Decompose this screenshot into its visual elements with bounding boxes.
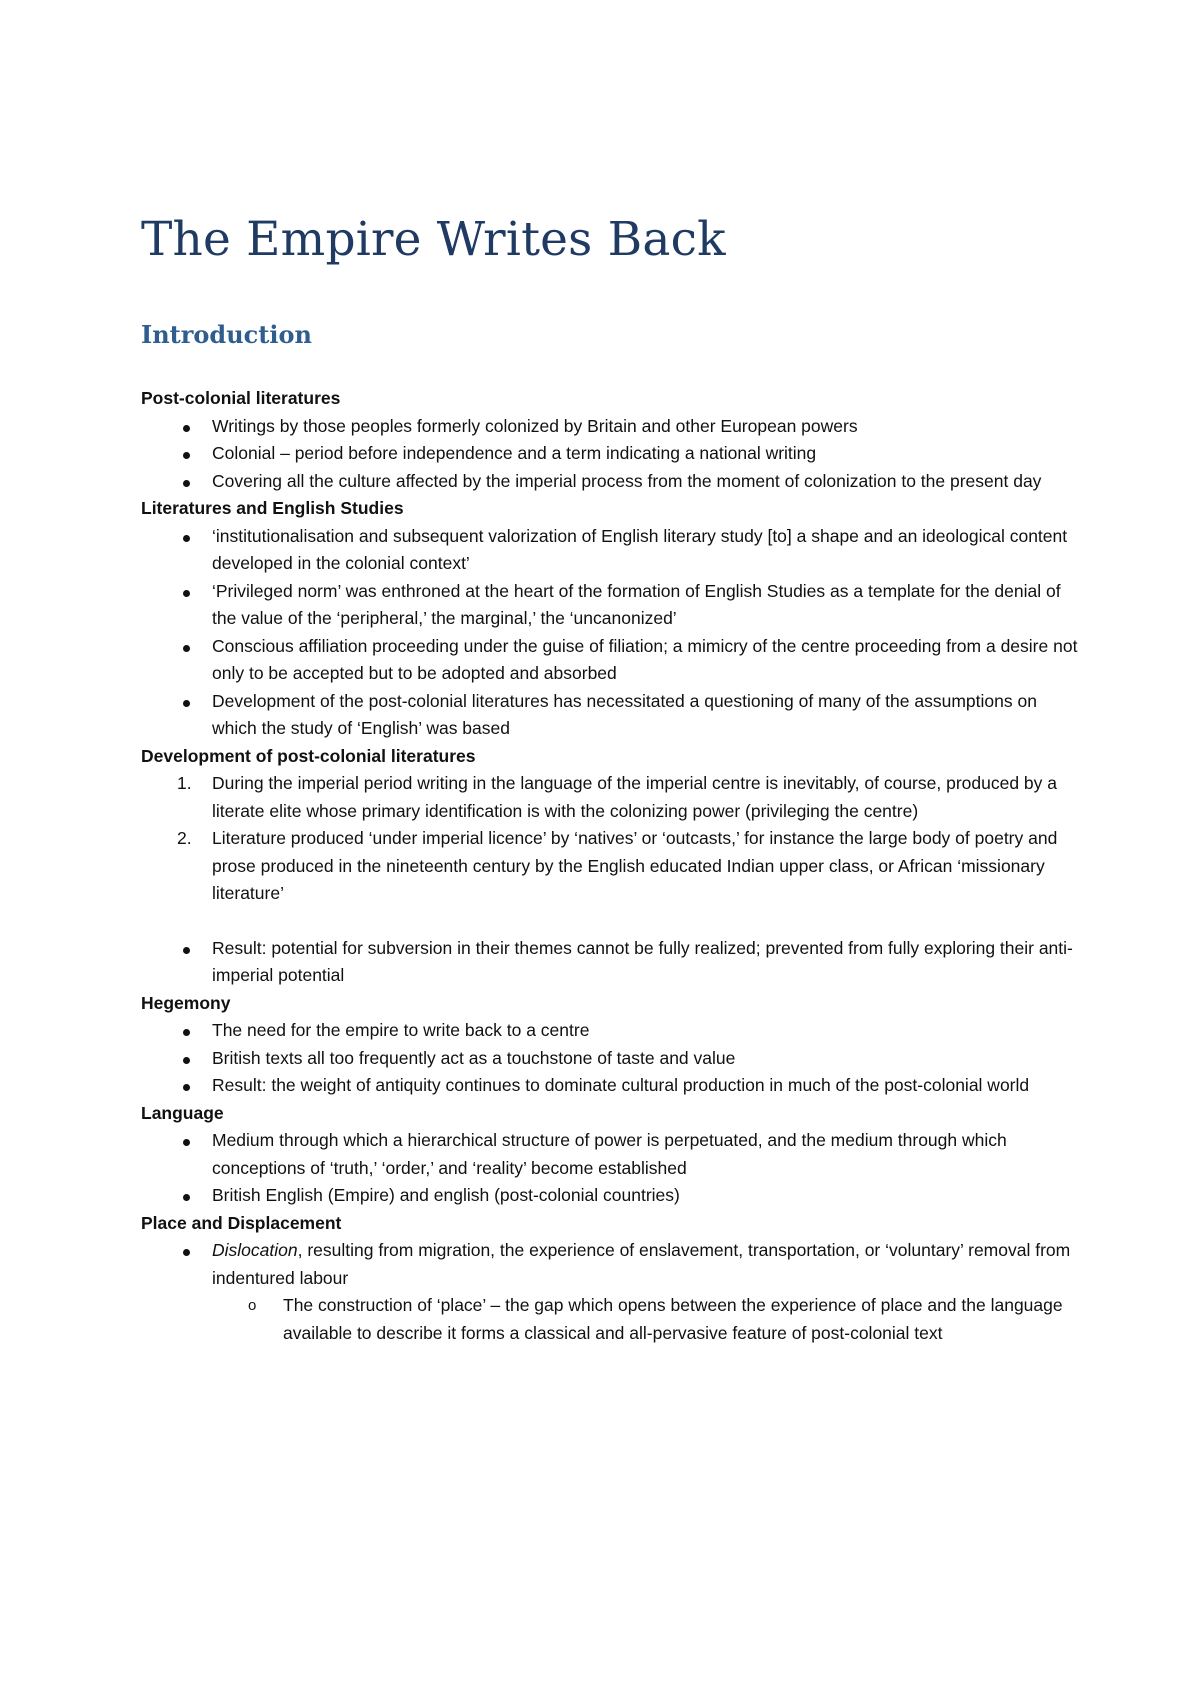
sub-bullet-list — [141, 1292, 1081, 1347]
list-item: 2. Literature produced ‘under imperial licence’ by ‘natives’ or ‘outcasts,’ for instance the large body of poetry and prose produced in the nineteenth century by the English educated Indian upper class, or African ‘missionary literature’ — [141, 825, 1081, 908]
bullet-list — [141, 523, 1081, 743]
list-number: 1. — [177, 773, 192, 793]
section-heading-introduction: Introduction — [141, 320, 312, 349]
list-item: Colonial – period before independence and a term indicating a national writing — [212, 443, 817, 463]
bullet-list — [141, 1237, 1081, 1292]
subheading-hegemony: Hegemony — [141, 992, 231, 1013]
list-item: o The construction of ‘place’ – the gap which opens between the experience of place and the language available to describe it forms a classical and all-pervasive feature of post-colonial text — [141, 1292, 1081, 1347]
bullet-list — [141, 935, 1081, 990]
list-item: British texts all too frequently act as a touchstone of taste and value — [212, 1047, 736, 1068]
spacer — [141, 908, 1081, 935]
bullet-list — [141, 413, 1081, 496]
list-item: Development of the post-colonial literatures has necessitated a questioning of many of the assumptions on which the study of ‘English’ was based — [212, 690, 1037, 738]
list-item: Medium through which a hierarchical structure of power is perpetuated, and the medium through which conceptions of ‘truth,’ ‘order,’ and ‘reality’ become established — [212, 1130, 1007, 1178]
list-item: ‘institutionalisation and subsequent valorization of English literary study [to] a shape and an ideological content developed in the colonial context’ — [212, 525, 1068, 573]
bullet-list — [141, 1127, 1081, 1210]
subheading-development-of-post-colonial-literatures: Development of post-colonial literatures — [141, 745, 476, 766]
list-item: Result: potential for subversion in their themes cannot be fully realized; prevented from fully exploring their anti-imperial potential — [212, 937, 1073, 985]
document-title: The Empire Writes Back — [141, 212, 726, 267]
list-item: Conscious affiliation proceeding under the guise of filiation; a mimicry of the centre proceeding from a desire not only to be accepted but to be adopted and absorbed — [212, 635, 1078, 683]
numbered-list — [141, 770, 1081, 908]
list-item: Covering all the culture affected by the imperial process from the moment of colonization to the present day — [212, 470, 1042, 491]
list-item: Dislocation, resulting from migration, the experience of enslavement, transportation, or ‘voluntary’ removal from indentured labour — [212, 1240, 1071, 1288]
list-item: Result: the weight of antiquity continues to dominate cultural production in much of the post-colonial world — [212, 1075, 1030, 1095]
document-body — [141, 385, 1081, 1347]
subheading-literatures-and-english-studies: Literatures and English Studies — [141, 498, 404, 518]
list-item: Writings by those peoples formerly colonized by Britain and other European powers — [212, 415, 858, 436]
hollow-bullet-icon: o — [248, 1297, 257, 1314]
subheading-language: Language — [141, 1102, 224, 1123]
list-number: 2. — [177, 828, 192, 848]
list-item: ‘Privileged norm’ was enthroned at the heart of the formation of English Studies as a template for the denial of the value of the ‘peripheral,’ the marginal,’ the ‘uncanonized’ — [212, 580, 1061, 628]
list-item: 1. During the imperial period writing in the language of the imperial centre is inevitably, of course, produced by a literate elite whose primary identification is with the colonizing power (privileging the centre) — [141, 770, 1081, 825]
subheading-post-colonial-literatures: Post-colonial literatures — [141, 388, 341, 408]
subheading-place-and-displacement: Place and Displacement — [141, 1212, 342, 1233]
list-item: The need for the empire to write back to a centre — [212, 1020, 590, 1040]
bullet-list — [141, 1017, 1081, 1100]
list-item: British English (Empire) and english (post-colonial countries) — [212, 1185, 680, 1205]
